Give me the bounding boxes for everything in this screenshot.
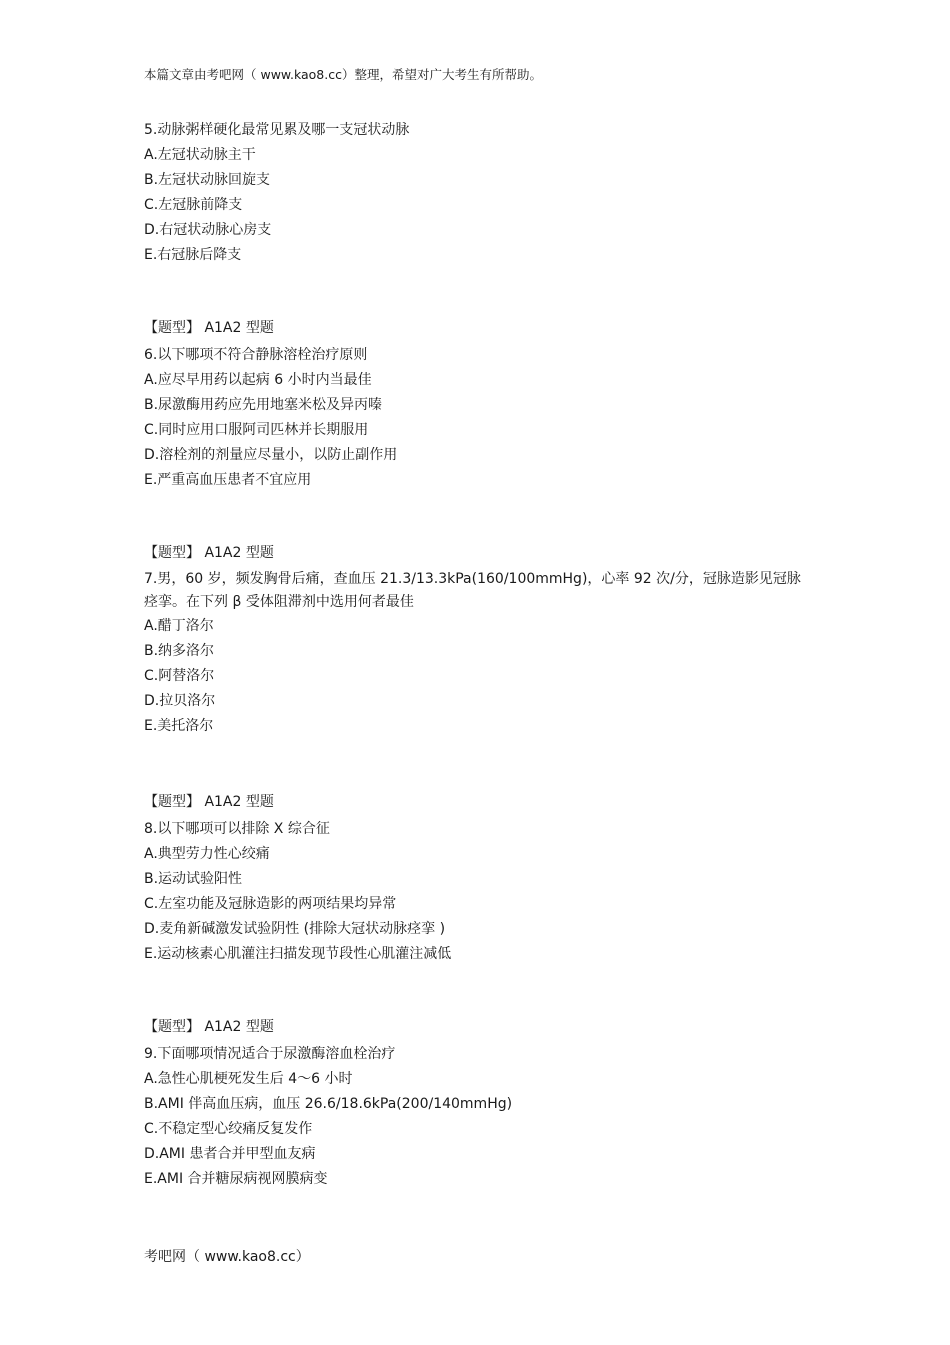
question-9	[144, 1015, 824, 1192]
question-type-tag: 【题型】 A1A2 型题	[144, 794, 274, 810]
option-c: C.阿替洛尔	[144, 668, 215, 684]
option-b: B.左冠状动脉回旋支	[144, 172, 271, 188]
question-stem: 6.以下哪项不符合静脉溶栓治疗原则	[144, 347, 368, 363]
option-b: B.运动试验阳性	[144, 871, 243, 887]
question-7	[144, 541, 824, 739]
footer-note: 考吧网（ www.kao8.cc）	[144, 1249, 310, 1265]
option-c: C.左冠脉前降支	[144, 197, 243, 213]
question-stem: 7.男，60 岁，频发胸骨后痛，查血压 21.3/13.3kPa(160/100mmHg)，心率 92 次/分，冠脉造影见冠脉痉挛。在下列 β 受体阻滞剂中选用何者最佳	[144, 571, 801, 610]
option-b: B.AMI 伴高血压病，血压 26.6/18.6kPa(200/140mmHg)	[144, 1096, 513, 1112]
question-6	[144, 316, 824, 493]
question-type-tag: 【题型】 A1A2 型题	[144, 1019, 274, 1035]
option-a: A.急性心肌梗死发生后 4～6 小时	[144, 1071, 353, 1087]
option-d: D.拉贝洛尔	[144, 693, 216, 709]
option-e: E.严重高血压患者不宜应用	[144, 472, 312, 488]
question-stem: 8.以下哪项可以排除 X 综合征	[144, 821, 330, 837]
option-a: A.应尽早用药以起病 6 小时内当最佳	[144, 372, 372, 388]
option-e: E.AMI 合并糖尿病视网膜病变	[144, 1171, 328, 1187]
option-b: B.纳多洛尔	[144, 643, 215, 659]
option-e: E.右冠脉后降支	[144, 247, 242, 263]
option-d: D.AMI 患者合并甲型血友病	[144, 1146, 316, 1162]
option-a: A.左冠状动脉主干	[144, 147, 256, 163]
question-5	[144, 118, 824, 268]
option-d: D.溶栓剂的剂量应尽量小，以防止副作用	[144, 447, 398, 463]
option-e: E.美托洛尔	[144, 718, 214, 734]
option-c: C.左室功能及冠脉造影的两项结果均异常	[144, 896, 397, 912]
option-d: D.右冠状动脉心房支	[144, 222, 272, 238]
option-e: E.运动核素心肌灌注扫描发现节段性心肌灌注减低	[144, 946, 452, 962]
question-stem: 5.动脉粥样硬化最常见累及哪一支冠状动脉	[144, 122, 410, 138]
question-type-tag: 【题型】 A1A2 型题	[144, 320, 274, 336]
question-type-tag: 【题型】 A1A2 型题	[144, 545, 274, 561]
option-c: C.不稳定型心绞痛反复发作	[144, 1121, 313, 1137]
option-b: B.尿激酶用药应先用地塞米松及异丙嗪	[144, 397, 383, 413]
option-a: A.醋丁洛尔	[144, 618, 214, 634]
question-stem: 9.下面哪项情况适合于尿激酶溶血栓治疗	[144, 1046, 396, 1062]
option-a: A.典型劳力性心绞痛	[144, 846, 270, 862]
option-c: C.同时应用口服阿司匹林并长期服用	[144, 422, 369, 438]
option-d: D.麦角新碱激发试验阴性 (排除大冠状动脉痉挛 )	[144, 921, 446, 937]
question-8	[144, 790, 824, 967]
header-note: 本篇文章由考吧网（ www.kao8.cc）整理，希望对广大考生有所帮助。	[144, 67, 542, 82]
